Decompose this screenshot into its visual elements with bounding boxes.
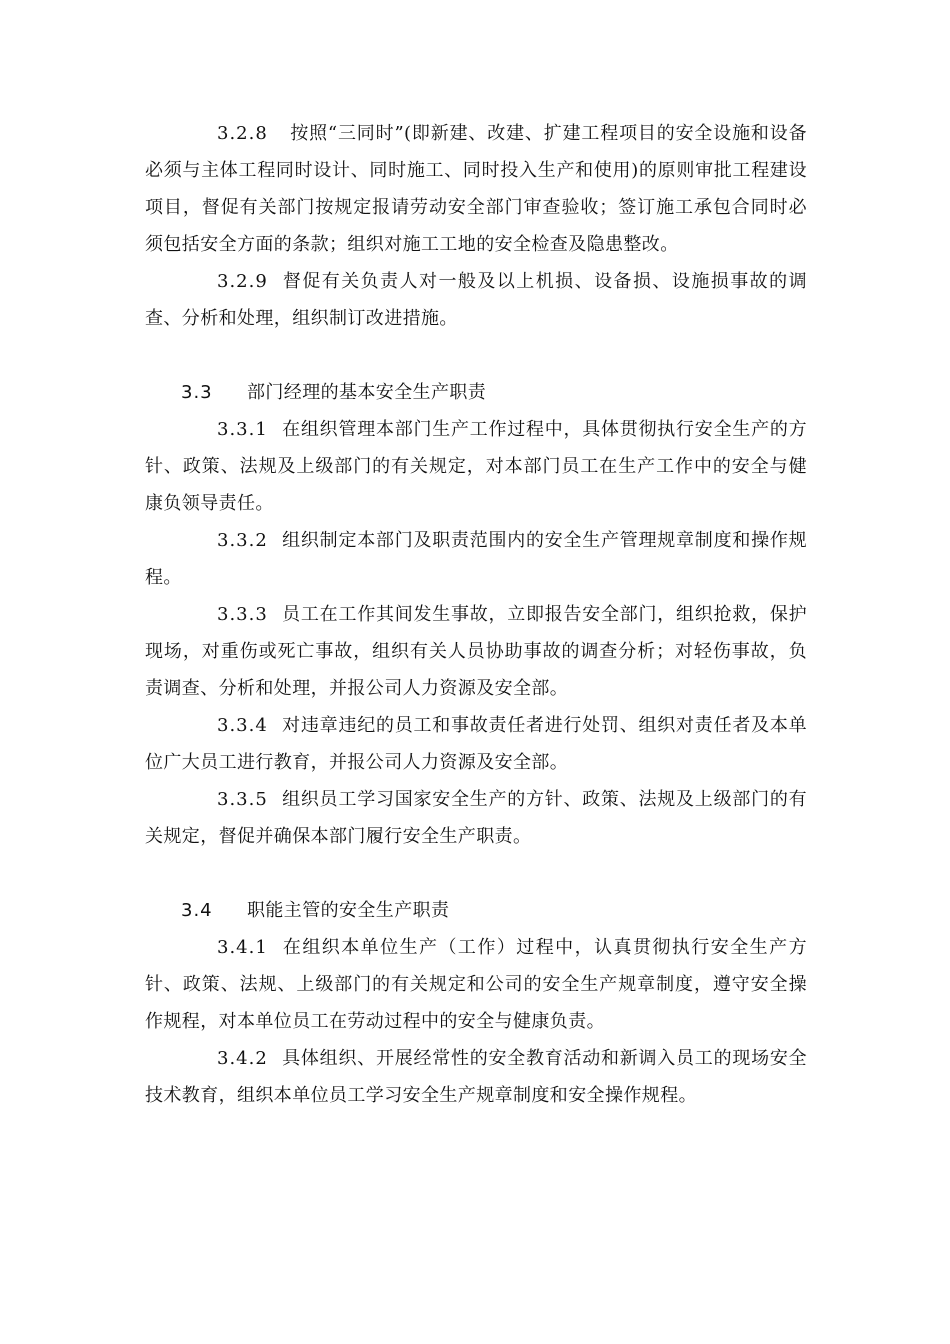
clause-3-2-9 [145,263,807,337]
section-number: 3.4 [181,900,213,921]
document-body [145,115,807,1114]
clause-3-3-3 [145,596,807,707]
clause-text: 组织制定本部门及职责范围内的安全生产管理规章制度和操作规程。 [145,530,807,588]
clause-text: 具体组织、开展经常性的安全教育活动和新调入员工的现场安全技术教育，组织本单位员工学习安全生产规章制度和安全操作规程。 [145,1048,807,1106]
clause-number: 3.2.9 [217,271,268,292]
section-number: 3.3 [181,382,213,403]
clause-3-3-4 [145,707,807,781]
clause-text: 督促有关负责人对一般及以上机损、设备损、设施损事故的调查、分析和处理，组织制订改进措施。 [145,271,807,329]
clause-text: 在组织管理本部门生产工作过程中，具体贯彻执行安全生产的方针、政策、法规及上级部门的有关规定，对本部门员工在生产工作中的安全与健康负领导责任。 [145,419,807,514]
clause-number: 3.4.2 [217,1048,268,1069]
clause-number: 3.3.4 [217,715,268,736]
clause-text: 员工在工作其间发生事故，立即报告安全部门，组织抢救，保护现场，对重伤或死亡事故，组织有关人员协助事故的调查分析；对轻伤事故，负责调查、分析和处理，并报公司人力资源及安全部。 [145,604,807,699]
clause-3-4-1 [145,929,807,1040]
clause-number: 3.3.5 [217,789,268,810]
clause-number: 3.2.8 [217,123,268,144]
section-heading-3-4 [145,892,807,929]
clause-number: 3.4.1 [217,937,268,958]
clause-number: 3.3.2 [217,530,268,551]
clause-number: 3.3.3 [217,604,268,625]
section-title: 职能主管的安全生产职责 [247,900,450,921]
clause-text: 组织员工学习国家安全生产的方针、政策、法规及上级部门的有关规定，督促并确保本部门履行安全生产职责。 [145,789,807,847]
clause-3-3-1 [145,411,807,522]
clause-3-2-8 [145,115,807,263]
section-spacer [145,337,807,374]
clause-number: 3.3.1 [217,419,268,440]
section-title: 部门经理的基本安全生产职责 [247,382,487,403]
clause-text: 对违章违纪的员工和事故责任者进行处罚、组织对责任者及本单位广大员工进行教育，并报公司人力资源及安全部。 [145,715,807,773]
section-heading-3-3 [145,374,807,411]
clause-3-4-2 [145,1040,807,1114]
clause-text: 在组织本单位生产（工作）过程中，认真贯彻执行安全生产方针、政策、法规、上级部门的有关规定和公司的安全生产规章制度，遵守安全操作规程，对本单位员工在劳动过程中的安全与健康负责。 [145,937,807,1032]
clause-3-3-2 [145,522,807,596]
clause-text: 按照“三同时”(即新建、改建、扩建工程项目的安全设施和设备必须与主体工程同时设计、同时施工、同时投入生产和使用)的原则审批工程建设项目，督促有关部门按规定报请劳动安全部门审查验收；签订施工承包合同时必须包括安全方面的条款；组织对施工工地的安全检查及隐患整改。 [145,123,807,255]
clause-3-3-5 [145,781,807,855]
section-spacer [145,855,807,892]
